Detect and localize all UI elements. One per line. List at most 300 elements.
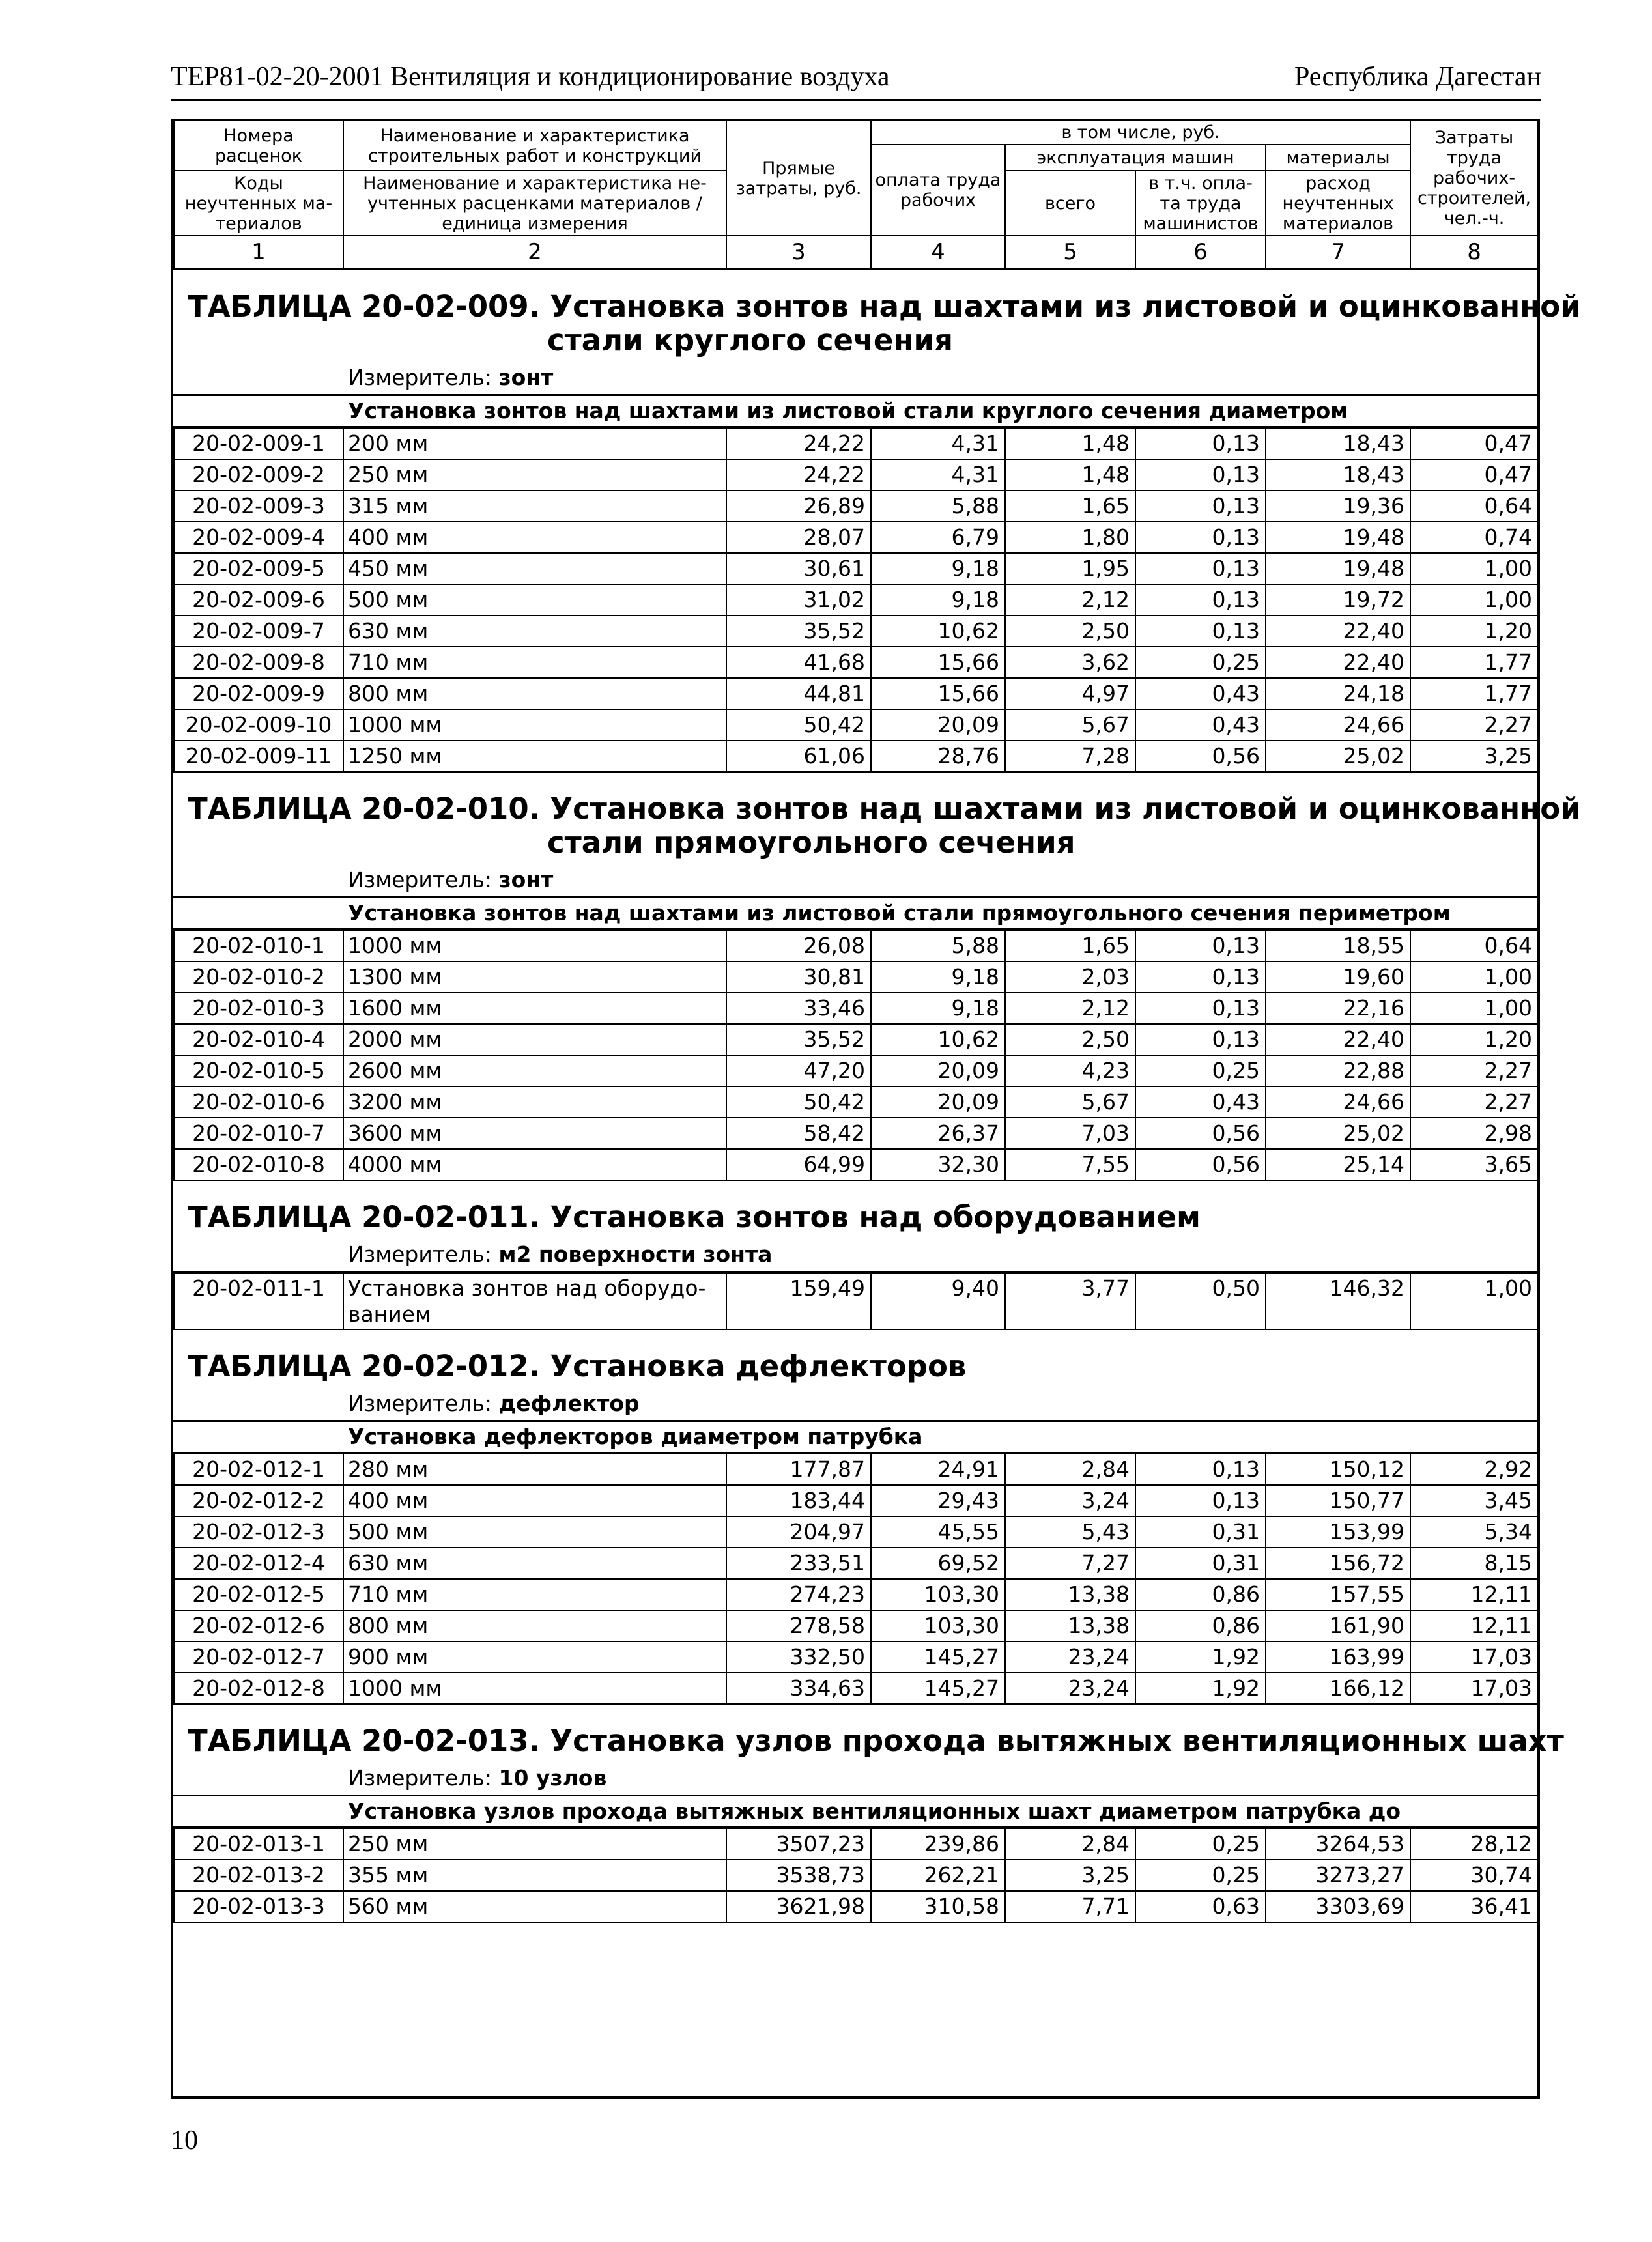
cost-value: 310,58: [871, 1891, 1005, 1922]
table-row: [174, 1118, 1538, 1149]
cost-value: 1,65: [1005, 930, 1135, 961]
table-row: [174, 1828, 1538, 1860]
cost-value: 1,20: [1410, 616, 1538, 647]
rate-code: 20-02-010-6: [174, 1086, 343, 1118]
work-description: 630 мм: [343, 1548, 726, 1579]
work-description: 280 мм: [343, 1454, 726, 1485]
cost-value: 177,87: [726, 1454, 871, 1485]
cost-value: 28,76: [871, 741, 1005, 772]
column-number: 8: [1410, 236, 1538, 269]
table-row: [174, 678, 1538, 709]
cost-value: 1,00: [1410, 1273, 1538, 1329]
cost-value: 0,13: [1135, 584, 1266, 616]
work-description: 1600 мм: [343, 993, 726, 1024]
cost-value: 22,40: [1266, 647, 1410, 678]
table-row: [174, 1610, 1538, 1641]
rate-code: 20-02-009-6: [174, 584, 343, 616]
cost-value: 0,13: [1135, 459, 1266, 490]
rate-code: 20-02-009-5: [174, 553, 343, 584]
sections-container: [173, 270, 1581, 1923]
rate-code: 20-02-010-3: [174, 993, 343, 1024]
measure-label: Измеритель:: [348, 867, 499, 892]
cost-value: 103,30: [871, 1579, 1005, 1610]
cost-value: 0,64: [1410, 930, 1538, 961]
cost-value: 150,12: [1266, 1454, 1410, 1485]
cost-value: 0,13: [1135, 1485, 1266, 1516]
table-row: [174, 647, 1538, 678]
cost-value: 19,36: [1266, 490, 1410, 522]
cost-value: 1,77: [1410, 678, 1538, 709]
header-work-name: Наименование и характеристика строительных работ и конструкций: [343, 120, 726, 171]
cost-value: 17,03: [1410, 1673, 1538, 1704]
cost-value: 183,44: [726, 1485, 871, 1516]
header-materials: материалы: [1266, 145, 1410, 171]
cost-value: 0,13: [1135, 428, 1266, 459]
cost-value: 233,51: [726, 1548, 871, 1579]
rate-code: 20-02-010-8: [174, 1149, 343, 1180]
cost-value: 17,03: [1410, 1641, 1538, 1673]
cost-value: 24,18: [1266, 678, 1410, 709]
rate-code: 20-02-013-2: [174, 1860, 343, 1891]
table-title: [173, 270, 1581, 362]
cost-value: 153,99: [1266, 1516, 1410, 1548]
cost-value: 204,97: [726, 1516, 871, 1548]
cost-value: 19,60: [1266, 961, 1410, 993]
cost-value: 22,40: [1266, 1024, 1410, 1055]
cost-value: 2,12: [1005, 993, 1135, 1024]
measure-unit: [173, 1762, 1537, 1796]
table-row: [174, 1673, 1538, 1704]
cost-value: 1,92: [1135, 1673, 1266, 1704]
header-material-name: Наименование и характеристика не-учтенных расценками материалов / единица измерения: [343, 171, 726, 236]
cost-value: 0,64: [1410, 490, 1538, 522]
table-row: [174, 522, 1538, 553]
work-description: 450 мм: [343, 553, 726, 584]
cost-value: 9,18: [871, 961, 1005, 993]
header-machinist-wages: в т.ч. опла-та труда машинистов: [1135, 171, 1266, 236]
cost-value: 1,48: [1005, 459, 1135, 490]
column-number: 3: [726, 236, 871, 269]
cost-value: 1,80: [1005, 522, 1135, 553]
rate-code: 20-02-009-8: [174, 647, 343, 678]
cost-value: 3,65: [1410, 1149, 1538, 1180]
cost-value: 1,48: [1005, 428, 1135, 459]
cost-value: 35,52: [726, 616, 871, 647]
cost-value: 9,18: [871, 584, 1005, 616]
cost-value: 3,77: [1005, 1273, 1135, 1329]
cost-value: 26,08: [726, 930, 871, 961]
work-description: 500 мм: [343, 584, 726, 616]
rate-code: 20-02-012-4: [174, 1548, 343, 1579]
cost-value: 35,52: [726, 1024, 871, 1055]
cost-value: 3273,27: [1266, 1860, 1410, 1891]
cost-value: 166,12: [1266, 1673, 1410, 1704]
work-description: 560 мм: [343, 1891, 726, 1922]
cost-value: 5,88: [871, 930, 1005, 961]
cost-value: 44,81: [726, 678, 871, 709]
cost-value: 0,56: [1135, 1149, 1266, 1180]
cost-value: 0,43: [1135, 678, 1266, 709]
work-description: 1250 мм: [343, 741, 726, 772]
rate-code: 20-02-010-7: [174, 1118, 343, 1149]
table-row: [174, 584, 1538, 616]
table-row: [174, 1579, 1538, 1610]
document-title: ТЕР81-02-20-2001 Вентиляция и кондиционирование воздуха: [171, 62, 890, 92]
cost-value: 2,27: [1410, 709, 1538, 741]
subgroup-header: Установка зонтов над шахтами из листовой стали круглого сечения диаметром: [173, 396, 1537, 427]
cost-value: 2,12: [1005, 584, 1135, 616]
cost-value: 274,23: [726, 1579, 871, 1610]
header-machine-operation: эксплуатация машин: [1005, 145, 1266, 171]
cost-value: 1,65: [1005, 490, 1135, 522]
table-title: [173, 773, 1581, 864]
measure-value: зонт: [498, 365, 554, 390]
cost-value: 3621,98: [726, 1891, 871, 1922]
cost-value: 28,12: [1410, 1828, 1538, 1860]
table-title: [173, 1181, 1537, 1238]
cost-value: 0,86: [1135, 1579, 1266, 1610]
cost-value: 262,21: [871, 1860, 1005, 1891]
rate-code: 20-02-009-4: [174, 522, 343, 553]
cost-value: 13,38: [1005, 1579, 1135, 1610]
rate-code: 20-02-009-11: [174, 741, 343, 772]
cost-value: 29,43: [871, 1485, 1005, 1516]
measure-label: Измеритель:: [348, 1765, 499, 1791]
cost-value: 33,46: [726, 993, 871, 1024]
work-description: Установка зонтов над оборудо-ванием: [343, 1273, 726, 1329]
table-row: [174, 1086, 1538, 1118]
header-rate-numbers: Номера расценок: [174, 120, 343, 171]
work-description: 400 мм: [343, 522, 726, 553]
cost-value: 5,67: [1005, 709, 1135, 741]
cost-value: 64,99: [726, 1149, 871, 1180]
cost-value: 69,52: [871, 1548, 1005, 1579]
work-description: 1300 мм: [343, 961, 726, 993]
cost-value: 2,27: [1410, 1055, 1538, 1086]
cost-value: 334,63: [726, 1673, 871, 1704]
cost-value: 22,88: [1266, 1055, 1410, 1086]
table-title-line1: ТАБЛИЦА 20-02-012. Установка дефлекторов: [188, 1349, 967, 1384]
table-row: [174, 1454, 1538, 1485]
rates-table: [173, 1453, 1539, 1705]
column-number: 5: [1005, 236, 1135, 269]
cost-value: 31,02: [726, 584, 871, 616]
cost-value: 5,34: [1410, 1516, 1538, 1548]
rate-code: 20-02-012-1: [174, 1454, 343, 1485]
table-title-line2: стали прямоугольного сечения: [547, 825, 1075, 860]
rate-code: 20-02-009-3: [174, 490, 343, 522]
rate-table-section: [173, 270, 1581, 773]
work-description: 355 мм: [343, 1860, 726, 1891]
cost-value: 0,56: [1135, 741, 1266, 772]
rates-table: [173, 427, 1539, 773]
measure-label: Измеритель:: [348, 365, 499, 390]
cost-value: 10,62: [871, 616, 1005, 647]
rate-code: 20-02-012-6: [174, 1610, 343, 1641]
work-description: 315 мм: [343, 490, 726, 522]
cost-value: 0,25: [1135, 1860, 1266, 1891]
cost-value: 20,09: [871, 1086, 1005, 1118]
cost-value: 25,14: [1266, 1149, 1410, 1180]
cost-value: 8,15: [1410, 1548, 1538, 1579]
rate-code: 20-02-009-1: [174, 428, 343, 459]
cost-value: 30,74: [1410, 1860, 1538, 1891]
cost-value: 23,24: [1005, 1673, 1135, 1704]
cost-value: 3538,73: [726, 1860, 871, 1891]
table-row: [174, 1149, 1538, 1180]
table-row: [174, 1485, 1538, 1516]
cost-value: 4,31: [871, 428, 1005, 459]
rate-code: 20-02-010-5: [174, 1055, 343, 1086]
table-row: [174, 993, 1538, 1024]
cost-value: 0,25: [1135, 647, 1266, 678]
table-row: [174, 1860, 1538, 1891]
measure-unit: [173, 1387, 1537, 1422]
subgroup-header: Установка зонтов над шахтами из листовой стали прямоугольного сечения периметром: [173, 898, 1537, 929]
cost-value: 0,63: [1135, 1891, 1266, 1922]
cost-value: 0,56: [1135, 1118, 1266, 1149]
measure-unit: [173, 864, 1537, 898]
table-title-line1: ТАБЛИЦА 20-02-013. Установка узлов прохода вытяжных вентиляционных шахт: [188, 1724, 1564, 1758]
column-number: 6: [1135, 236, 1266, 269]
table-title: [173, 1705, 1564, 1762]
measure-label: Измеритель:: [348, 1242, 499, 1267]
cost-value: 1,00: [1410, 993, 1538, 1024]
work-description: 1000 мм: [343, 930, 726, 961]
cost-value: 19,48: [1266, 522, 1410, 553]
cost-value: 50,42: [726, 709, 871, 741]
region-name: Республика Дагестан: [1294, 62, 1541, 92]
cost-value: 3264,53: [1266, 1828, 1410, 1860]
rate-code: 20-02-013-3: [174, 1891, 343, 1922]
cost-value: 26,37: [871, 1118, 1005, 1149]
work-description: 710 мм: [343, 647, 726, 678]
cost-value: 24,66: [1266, 1086, 1410, 1118]
table-title-line1: ТАБЛИЦА 20-02-010. Установка зонтов над шахтами из листовой и оцинкованной: [188, 791, 1581, 826]
cost-value: 61,06: [726, 741, 871, 772]
cost-value: 25,02: [1266, 1118, 1410, 1149]
cost-value: 1,00: [1410, 553, 1538, 584]
cost-value: 22,16: [1266, 993, 1410, 1024]
table-row: [174, 616, 1538, 647]
work-description: 2000 мм: [343, 1024, 726, 1055]
cost-value: 9,18: [871, 993, 1005, 1024]
rate-code: 20-02-009-10: [174, 709, 343, 741]
rate-code: 20-02-009-9: [174, 678, 343, 709]
cost-value: 3,25: [1005, 1860, 1135, 1891]
work-description: 400 мм: [343, 1485, 726, 1516]
work-description: 800 мм: [343, 1610, 726, 1641]
cost-value: 0,25: [1135, 1055, 1266, 1086]
table-title-line1: ТАБЛИЦА 20-02-011. Установка зонтов над оборудованием: [188, 1200, 1201, 1234]
cost-value: 12,11: [1410, 1579, 1538, 1610]
cost-value: 7,55: [1005, 1149, 1135, 1180]
cost-value: 41,68: [726, 647, 871, 678]
cost-value: 32,30: [871, 1149, 1005, 1180]
cost-value: 36,41: [1410, 1891, 1538, 1922]
cost-value: 28,07: [726, 522, 871, 553]
rate-code: 20-02-012-8: [174, 1673, 343, 1704]
cost-value: 0,31: [1135, 1548, 1266, 1579]
cost-value: 0,47: [1410, 428, 1538, 459]
work-description: 2600 мм: [343, 1055, 726, 1086]
cost-value: 18,43: [1266, 459, 1410, 490]
cost-value: 1,00: [1410, 961, 1538, 993]
cost-value: 156,72: [1266, 1548, 1410, 1579]
cost-value: 0,13: [1135, 961, 1266, 993]
rate-code: 20-02-012-5: [174, 1579, 343, 1610]
cost-value: 9,40: [871, 1273, 1005, 1329]
table-row: [174, 490, 1538, 522]
table-title: [173, 1330, 1537, 1387]
header-unaccounted-materials: расход неучтенных материалов: [1266, 171, 1410, 236]
cost-value: 1,95: [1005, 553, 1135, 584]
cost-value: 0,13: [1135, 1024, 1266, 1055]
cost-value: 50,42: [726, 1086, 871, 1118]
header-worker-wages: оплата труда рабочих: [871, 145, 1005, 236]
work-description: 200 мм: [343, 428, 726, 459]
header-including: в том числе, руб.: [871, 120, 1410, 145]
cost-value: 0,13: [1135, 930, 1266, 961]
rates-document: [171, 119, 1581, 2099]
cost-value: 1,92: [1135, 1641, 1266, 1673]
table-row: [174, 1891, 1538, 1922]
cost-value: 7,71: [1005, 1891, 1135, 1922]
table-row: [174, 1273, 1538, 1329]
rate-code: 20-02-012-3: [174, 1516, 343, 1548]
cost-value: 2,03: [1005, 961, 1135, 993]
cost-value: 5,43: [1005, 1516, 1135, 1548]
cost-value: 163,99: [1266, 1641, 1410, 1673]
cost-value: 150,77: [1266, 1485, 1410, 1516]
cost-value: 0,13: [1135, 616, 1266, 647]
column-numbers-row: [174, 236, 1538, 269]
cost-value: 6,79: [871, 522, 1005, 553]
cost-value: 157,55: [1266, 1579, 1410, 1610]
cost-value: 332,50: [726, 1641, 871, 1673]
rate-table-section: [173, 773, 1581, 1181]
cost-value: 5,88: [871, 490, 1005, 522]
table-row: [174, 741, 1538, 772]
cost-value: 0,74: [1410, 522, 1538, 553]
cost-value: 3,45: [1410, 1485, 1538, 1516]
table-title-line2: стали круглого сечения: [547, 323, 953, 358]
cost-value: 9,18: [871, 553, 1005, 584]
work-description: 630 мм: [343, 616, 726, 647]
measure-value: дефлектор: [498, 1391, 640, 1416]
rate-code: 20-02-013-1: [174, 1828, 343, 1860]
cost-value: 161,90: [1266, 1610, 1410, 1641]
cost-value: 0,50: [1135, 1273, 1266, 1329]
table-row: [174, 961, 1538, 993]
rate-code: 20-02-012-2: [174, 1485, 343, 1516]
subgroup-header: Установка дефлекторов диаметром патрубка: [173, 1422, 1537, 1453]
table-row: [174, 553, 1538, 584]
cost-value: 0,47: [1410, 459, 1538, 490]
cost-value: 3,62: [1005, 647, 1135, 678]
work-description: 3600 мм: [343, 1118, 726, 1149]
column-number: 1: [174, 236, 343, 269]
cost-value: 19,48: [1266, 553, 1410, 584]
cost-value: 18,43: [1266, 428, 1410, 459]
cost-value: 146,32: [1266, 1273, 1410, 1329]
work-description: 900 мм: [343, 1641, 726, 1673]
table-row: [174, 1024, 1538, 1055]
page-number: 10: [171, 2125, 198, 2155]
cost-value: 10,62: [871, 1024, 1005, 1055]
cost-value: 3507,23: [726, 1828, 871, 1860]
cost-value: 0,13: [1135, 1454, 1266, 1485]
cost-value: 4,23: [1005, 1055, 1135, 1086]
cost-value: 4,31: [871, 459, 1005, 490]
cost-value: 2,84: [1005, 1828, 1135, 1860]
measure-value: м2 поверхности зонта: [498, 1242, 773, 1267]
rate-table-section: [173, 1330, 1537, 1705]
cost-value: 2,50: [1005, 1024, 1135, 1055]
cost-value: 2,92: [1410, 1454, 1538, 1485]
rate-code: 20-02-009-2: [174, 459, 343, 490]
work-description: 800 мм: [343, 678, 726, 709]
cost-value: 145,27: [871, 1673, 1005, 1704]
cost-value: 20,09: [871, 709, 1005, 741]
cost-value: 0,43: [1135, 709, 1266, 741]
header-labor-costs: Затраты труда рабочих-строителей, чел.-ч.: [1410, 120, 1538, 236]
rate-code: 20-02-010-4: [174, 1024, 343, 1055]
cost-value: 4,97: [1005, 678, 1135, 709]
column-number: 4: [871, 236, 1005, 269]
cost-value: 22,40: [1266, 616, 1410, 647]
rate-table-section: [173, 1181, 1537, 1330]
work-description: 500 мм: [343, 1516, 726, 1548]
cost-value: 0,13: [1135, 993, 1266, 1024]
cost-value: 20,09: [871, 1055, 1005, 1086]
cost-value: 24,22: [726, 428, 871, 459]
cost-value: 24,91: [871, 1454, 1005, 1485]
cost-value: 3,25: [1410, 741, 1538, 772]
column-header-table: [173, 119, 1539, 270]
cost-value: 3,24: [1005, 1485, 1135, 1516]
work-description: 3200 мм: [343, 1086, 726, 1118]
work-description: 710 мм: [343, 1579, 726, 1610]
rate-table-section: [173, 1705, 1564, 1923]
cost-value: 58,42: [726, 1118, 871, 1149]
cost-value: 15,66: [871, 678, 1005, 709]
cost-value: 19,72: [1266, 584, 1410, 616]
cost-value: 30,81: [726, 961, 871, 993]
work-description: 1000 мм: [343, 1673, 726, 1704]
cost-value: 2,98: [1410, 1118, 1538, 1149]
column-number: 7: [1266, 236, 1410, 269]
cost-value: 5,67: [1005, 1086, 1135, 1118]
cost-value: 7,28: [1005, 741, 1135, 772]
cost-value: 1,00: [1410, 584, 1538, 616]
cost-value: 7,27: [1005, 1548, 1135, 1579]
work-description: 4000 мм: [343, 1149, 726, 1180]
cost-value: 2,84: [1005, 1454, 1135, 1485]
page-header: [171, 60, 1541, 101]
table-row: [174, 930, 1538, 961]
cost-value: 2,50: [1005, 616, 1135, 647]
cost-value: 25,02: [1266, 741, 1410, 772]
column-number: 2: [343, 236, 726, 269]
cost-value: 26,89: [726, 490, 871, 522]
cost-value: 0,25: [1135, 1828, 1266, 1860]
cost-value: 103,30: [871, 1610, 1005, 1641]
cost-value: 23,24: [1005, 1641, 1135, 1673]
header-direct-costs: Прямые затраты, руб.: [726, 120, 871, 236]
cost-value: 13,38: [1005, 1610, 1135, 1641]
table-title-line1: ТАБЛИЦА 20-02-009. Установка зонтов над шахтами из листовой и оцинкованной: [188, 289, 1581, 324]
